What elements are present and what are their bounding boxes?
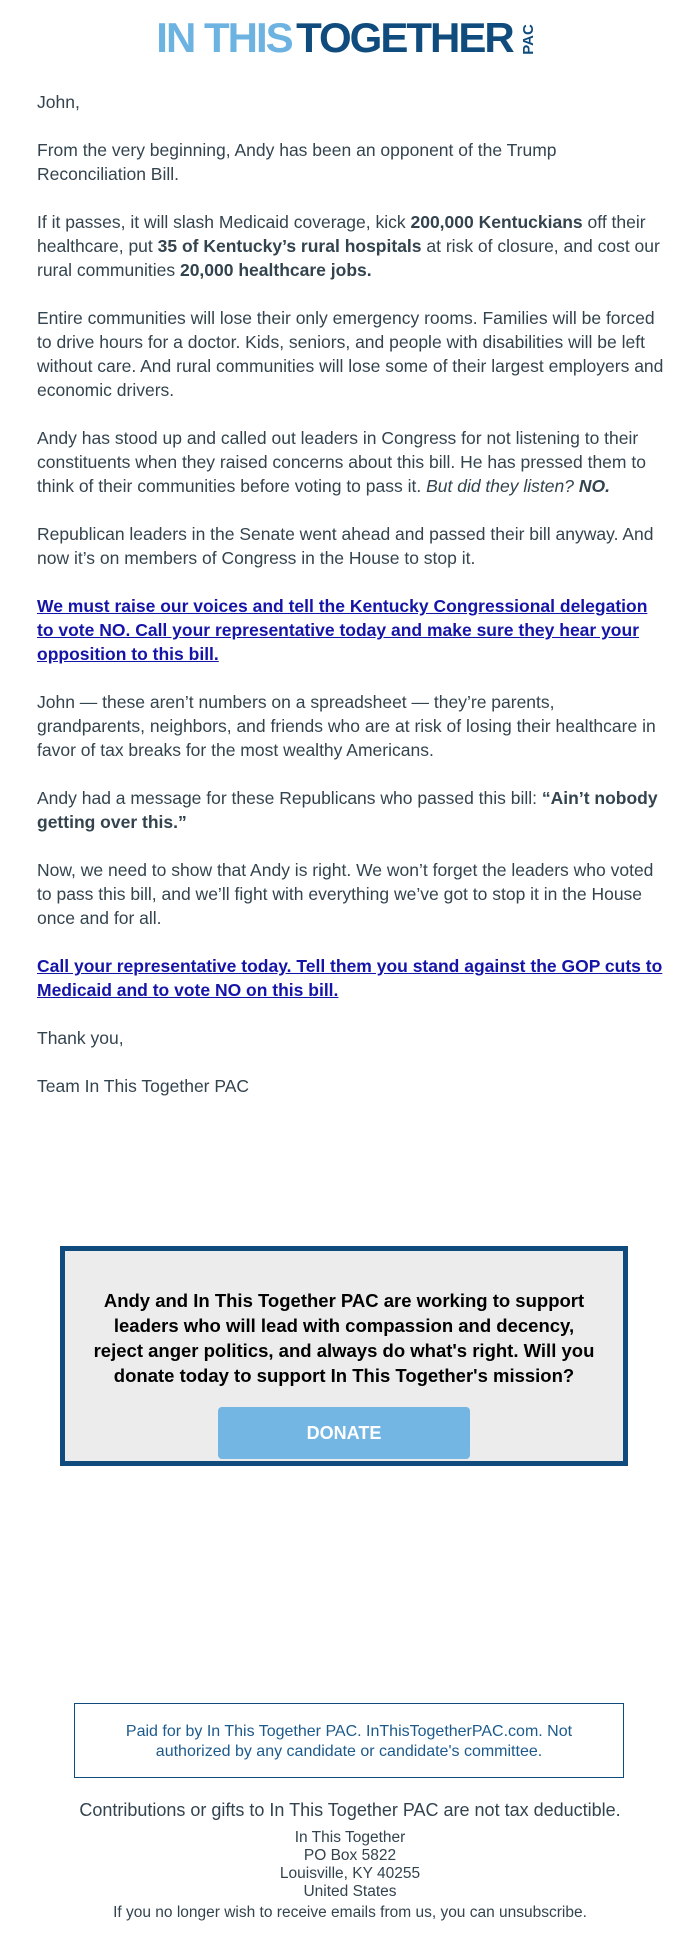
logo-word-in-this: IN THIS — [156, 14, 292, 61]
paragraph-impact: If it passes, it will slash Medicaid coverage, kick 200,000 Kentuckians off their healthcare, put 35 of Kentucky’s rural hospitals at risk of closure, and cost our rural communities 20,000 healthcare jobs. — [37, 212, 660, 280]
donate-button[interactable]: DONATE — [218, 1407, 470, 1459]
address-po-box: PO Box 5822 — [303, 1847, 397, 1864]
mailing-address — [0, 1829, 700, 1901]
call-to-action-1 — [37, 594, 667, 666]
address-city: Louisville, KY 40255 — [279, 1865, 421, 1882]
call-to-action-2 — [37, 954, 667, 1002]
greeting: John, — [37, 92, 80, 112]
donate-box — [60, 1246, 628, 1466]
paragraph-andy-right: Now, we need to show that Andy is right. We won’t forget the leaders who voted to pass this bill, and we’ll fight with everything we’ve got to stop it in the House once and for all. — [37, 860, 654, 928]
logo-word-together: TOGETHER — [296, 14, 513, 61]
paragraph-opponent: From the very beginning, Andy has been an opponent of the Trump Reconciliation Bill. — [37, 140, 557, 184]
signature: Team In This Together PAC — [37, 1076, 250, 1096]
paragraph-stood-up: Andy has stood up and called out leaders in Congress for not listening to their constituents when they raised concerns about this bill. He has pressed them to think of their communities before voting to pass it. But did they listen? NO. — [37, 428, 646, 496]
paragraph-communities: Entire communities will lose their only emergency rooms. Families will be forced to drive hours for a doctor. Kids, seniors, and people with disabilities will be left without care. And rural communities will lose some of their largest employers and economic drivers. — [37, 308, 664, 400]
tax-notice: Contributions or gifts to In This Together PAC are not tax deductible. — [79, 1800, 621, 1820]
logo — [0, 14, 700, 62]
donate-text: Andy and In This Together PAC are working to support leaders who will lead with compassion and decency, reject anger politics, and always do what's right. Will you donate today to support In This Together's mission? — [93, 1290, 595, 1386]
address-country: United States — [303, 1883, 397, 1900]
call-representative-link[interactable]: Call your representative today. Tell them you stand against the GOP cuts to Medicaid and to vote NO on this bill. — [37, 956, 663, 1000]
logo-word-pac: PAC — [519, 24, 537, 55]
unsubscribe-text[interactable]: If you no longer wish to receive emails from us, you can unsubscribe. — [113, 1904, 587, 1921]
closing: Thank you, — [37, 1028, 124, 1048]
email-body — [37, 90, 667, 1122]
paragraph-numbers: John — these aren’t numbers on a spreadsheet — they’re parents, grandparents, neighbors, and friends who are at risk of losing their healthcare in favor of tax breaks for the most wealthy Americans. — [37, 692, 656, 760]
raise-voices-link[interactable]: We must raise our voices and tell the Kentucky Congressional delegation to vote NO. Call your representative today and make sure they hear your opposition to this bill. — [37, 596, 648, 664]
paragraph-senate: Republican leaders in the Senate went ahead and passed their bill anyway. And now it’s on members of Congress in the House to stop it. — [37, 524, 654, 568]
paid-for-disclaimer: Paid for by In This Together PAC. InThisTogetherPAC.com. Not authorized by any candidate or candidate's committee. — [74, 1703, 624, 1778]
address-org: In This Together — [294, 1829, 406, 1846]
paragraph-message: Andy had a message for these Republicans who passed this bill: “Ain’t nobody getting over this.” — [37, 788, 658, 832]
